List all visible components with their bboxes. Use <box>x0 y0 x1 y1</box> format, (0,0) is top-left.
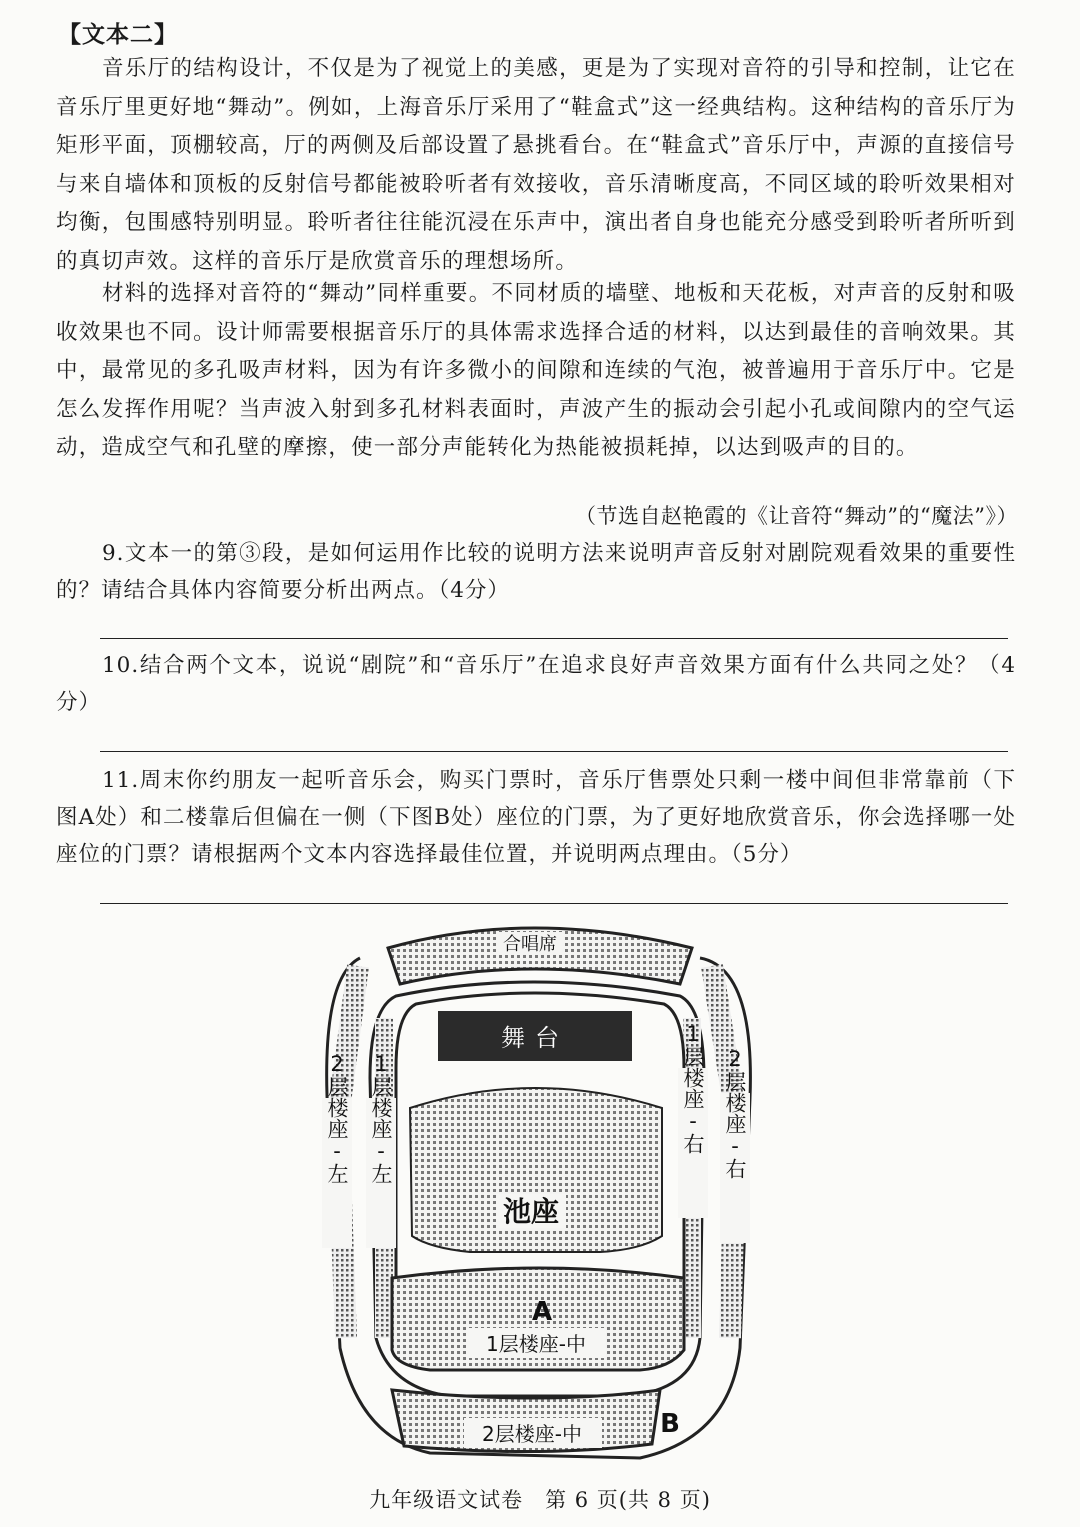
second-tier-left-label: 2层楼座-左 <box>325 1052 349 1184</box>
first-tier-center-label: 1层楼座-中 <box>486 1332 586 1356</box>
question-9: 9.文本一的第③段，是如何运用作比较的说明方法来说明声音反射对剧院观看效果的重要性的？请结合具体内容简要分析出两点。（4分） <box>56 541 1016 603</box>
page-footer: 九年级语文试卷 第 6 页(共 8 页) <box>369 1488 711 1512</box>
concert-hall-seating-map <box>300 918 770 1478</box>
seat-marker-b: B <box>660 1409 680 1439</box>
stage-label: 舞台 <box>501 1024 569 1052</box>
text-two-heading: 【文本二】 <box>58 21 178 48</box>
first-tier-left-label: 1层楼座-左 <box>369 1052 393 1184</box>
second-tier-right-label: 2层楼座-右 <box>723 1047 747 1179</box>
text-two-paragraph-2: 材料的选择对音符的“舞动”同样重要。不同材质的墙壁、地板和天花板，对声音的反射和吸收效果也不同。设计师需要根据音乐厅的具体需求选择合适的材料，以达到最佳的音响效果。其中，最常见的多孔吸声材料，因为有许多微小的间隙和连续的气泡，被普遍用于音乐厅中。它是怎么发挥作用呢？当声波入射到多孔材料表面时，声波产生的振动会引起小孔或间隙内的空气运动，造成空气和孔壁的摩擦，使一部分声能转化为热能被损耗掉，以达到吸声的目的。 <box>56 281 1016 461</box>
stalls-label: 池座 <box>502 1195 560 1228</box>
first-tier-right-label: 1层楼座-右 <box>681 1022 705 1154</box>
answer-line-q9[interactable] <box>100 638 1008 639</box>
seat-marker-a: A <box>531 1297 553 1327</box>
answer-line-q11[interactable] <box>100 903 1008 904</box>
second-tier-center-label: 2层楼座-中 <box>482 1422 582 1446</box>
text-two-paragraph-1: 音乐厅的结构设计，不仅是为了视觉上的美感，更是为了实现对音符的引导和控制，让它在音乐厅里更好地“舞动”。例如，上海音乐厅采用了“鞋盒式”这一经典结构。这种结构的音乐厅为矩形平面，顶棚较高，厅的两侧及后部设置了悬挑看台。在“鞋盒式”音乐厅中，声源的直接信号与来自墙体和顶板的反射信号都能被聆听者有效接收，音乐清晰度高，不同区域的聆听效果相对均衡，包围感特别明显。聆听者往往能沉浸在乐声中，演出者自身也能充分感受到聆听者所听到的真切声效。这样的音乐厅是欣赏音乐的理想场所。 <box>56 56 1016 274</box>
question-10: 10.结合两个文本，说说“剧院”和“音乐厅”在追求良好声音效果方面有什么共同之处？（4分） <box>56 653 1016 715</box>
choir-label: 合唱席 <box>503 934 557 955</box>
question-11: 11.周末你约朋友一起听音乐会，购买门票时，音乐厅售票处只剩一楼中间但非常靠前（下图A处）和二楼靠后但偏在一侧（下图B处）座位的门票，为了更好地欣赏音乐，你会选择哪一处座位的门票？请根据两个文本内容选择最佳位置，并说明两点理由。（5分） <box>56 768 1016 867</box>
source-citation: （节选自赵艳霞的《让音符“舞动”的“魔法”》） <box>575 504 1018 528</box>
answer-line-q10[interactable] <box>100 751 1008 752</box>
